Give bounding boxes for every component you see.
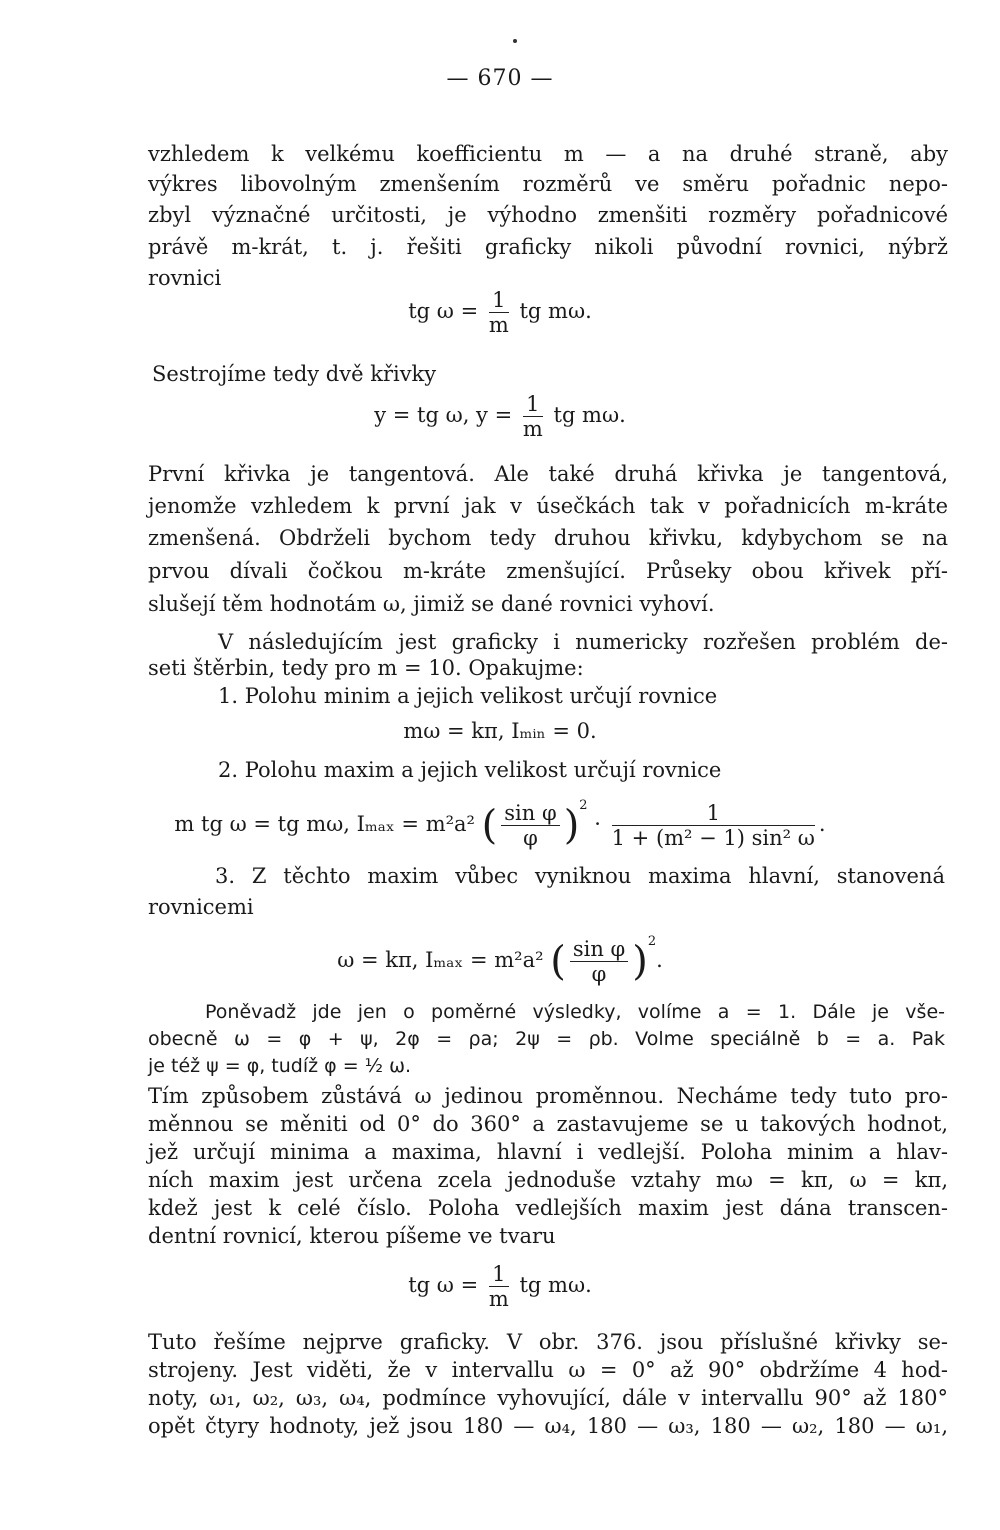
text-line-6: Sestrojíme tedy dvě křivky — [152, 362, 437, 386]
text-line-4: právě m-krát, t. j. řešiti graficky nikoli původní rovnici, nýbrž — [148, 235, 948, 259]
text-line-30: opět čtyry hodnoty, jež jsou 180 — ω₄, 180 — ω₃, 180 — ω₂, 180 — ω₁, — [148, 1414, 948, 1438]
text-line-23: jež určují minima a maxima, hlavní i vedlejší. Poloha minim a hlav- — [148, 1140, 948, 1164]
text-line-5: rovnici — [148, 266, 222, 290]
eq4-exponent: 2 — [579, 798, 588, 813]
page-number: — 670 — — [446, 66, 554, 91]
eq1-numerator: 1 — [489, 288, 509, 313]
text-line-26: dentní rovnicí, kterou píšeme ve tvaru — [148, 1224, 556, 1248]
text-line-20: je též ψ = φ, tudíž φ = ½ ω. — [148, 1055, 412, 1077]
equation-6 — [0, 1262, 1000, 1311]
eq4-end: . — [818, 812, 826, 836]
eq6-fraction — [489, 1262, 509, 1311]
eq4-numerator-1: sin φ — [501, 801, 559, 826]
eq1-lhs: tg ω = — [408, 299, 479, 323]
text-line-1: vzhledem k velkému koefficientu m — a na druhé straně, aby — [148, 142, 948, 166]
text-line-15: 2. Polohu maxim a jejich velikost určují rovnice — [218, 758, 722, 782]
eq4-denominator-2: 1 + (m² − 1) sin² ω — [611, 826, 815, 850]
text-line-10: prvou dívali čočkou m-kráte zmenšující. Průseky obou křivek pří- — [148, 559, 948, 583]
eq2-denominator: m — [522, 417, 543, 441]
eq2-numerator: 1 — [523, 392, 543, 417]
eq5-close-paren: ) — [632, 938, 648, 985]
equation-4 — [0, 792, 1000, 850]
text-line-17: rovnicemi — [148, 895, 254, 919]
eq5-lhs: ω = kπ, Iₘₐₓ = m²a² — [337, 948, 544, 972]
eq2-lhs: y = tg ω, y = — [374, 403, 513, 427]
eq6-lhs: tg ω = — [408, 1273, 479, 1297]
text-line-24: ních maxim jest určena zcela jednoduše vztahy mω = kπ, ω = kπ, — [148, 1168, 948, 1192]
eq2-fraction — [523, 392, 543, 441]
text-line-14: 1. Polohu minim a jejich velikost určují rovnice — [218, 684, 718, 708]
eq5-end: . — [656, 948, 663, 972]
text-line-19: obecně ω = φ + ψ, 2φ = ρa; 2ψ = ρb. Volme speciálně b = a. Pak — [148, 1028, 945, 1050]
eq6-numerator: 1 — [489, 1262, 509, 1287]
text-line-2: výkres libovolným zmenšením rozměrů ve směru pořadnic nepo- — [148, 172, 948, 196]
text-line-9: zmenšená. Obdrželi bychom tedy druhou křivku, kdybychom se na — [148, 526, 948, 550]
eq4-fraction-1 — [501, 801, 559, 850]
eq6-rhs: tg mω. — [519, 1273, 592, 1297]
eq5-denominator: φ — [591, 962, 607, 986]
text-line-3: zbyl význačné určitosti, je výhodno zmenšiti rozměry pořadnicové — [148, 203, 948, 227]
eq4-dot: · — [594, 812, 601, 836]
eq5-open-paren: ( — [550, 938, 566, 985]
text-line-18: Poněvadž jde jen o poměrné výsledky, volíme a = 1. Dále je vše- — [205, 1001, 945, 1023]
eq1-rhs: tg mω. — [519, 299, 592, 323]
eq2-rhs: tg mω. — [553, 403, 626, 427]
equation-2 — [0, 392, 1000, 441]
eq4-fraction-2 — [612, 801, 815, 850]
eq5-numerator: sin φ — [570, 937, 628, 962]
eq4-open-paren: ( — [481, 802, 498, 849]
eq4-close-paren: ) — [563, 802, 580, 849]
equation-3: mω = kπ, Iₘᵢₙ = 0. — [403, 719, 597, 743]
eq6-denominator: m — [488, 1287, 509, 1311]
text-line-16: 3. Z těchto maxim vůbec vyniknou maxima hlavní, stanovená — [215, 864, 945, 888]
eq4-numerator-2: 1 — [612, 801, 815, 826]
text-line-12: V následujícím jest graficky i numericky rozřešen problém de- — [218, 630, 948, 654]
eq1-fraction — [489, 288, 509, 337]
equation-5 — [0, 928, 1000, 986]
text-line-29: noty, ω₁, ω₂, ω₃, ω₄, podmínce vyhovující, dále v intervallu 90° až 180° — [148, 1386, 948, 1410]
eq5-exponent: 2 — [647, 934, 657, 949]
text-line-25: kdež jest k celé číslo. Poloha vedlejších maxim jest dána transcen- — [148, 1196, 948, 1220]
text-line-22: měnnou se měniti od 0° do 360° a zastavujeme se u takových hodnot, — [148, 1112, 948, 1136]
equation-1 — [0, 288, 1000, 337]
text-line-13: seti štěrbin, tedy pro m = 10. Opakujme: — [148, 656, 584, 680]
ink-dot — [513, 39, 517, 43]
text-line-7: První křivka je tangentová. Ale také druhá křivka je tangentová, — [148, 462, 948, 486]
text-line-11: slušejí těm hodnotám ω, jimiž se dané rovnici vyhoví. — [148, 592, 715, 616]
text-line-8: jenomže vzhledem k první jak v úsečkách tak v pořadnicích m-kráte — [148, 494, 948, 518]
text-line-28: strojeny. Jest viděti, že v intervallu ω = 0° až 90° obdržíme 4 hod- — [148, 1358, 948, 1382]
eq4-denominator-1: φ — [523, 826, 538, 850]
eq5-fraction — [570, 937, 628, 986]
text-line-27: Tuto řešíme nejprve graficky. V obr. 376. jsou příslušné křivky se- — [148, 1330, 948, 1354]
eq4-lhs: m tg ω = tg mω, Iₘₐₓ = m²a² — [174, 812, 475, 836]
eq1-denominator: m — [488, 313, 509, 337]
text-line-21: Tím způsobem zůstává ω jedinou proměnnou. Necháme tedy tuto pro- — [148, 1084, 948, 1108]
